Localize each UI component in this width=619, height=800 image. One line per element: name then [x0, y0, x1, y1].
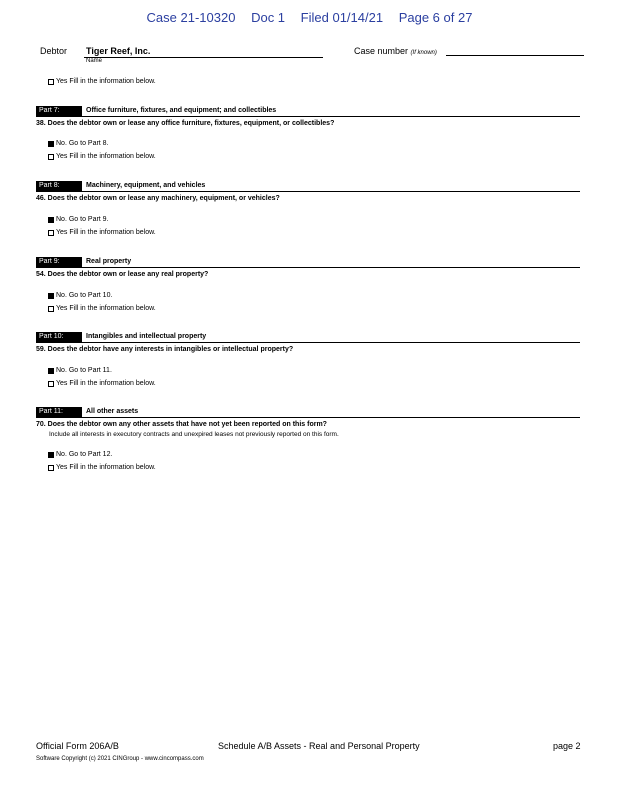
part-9-no-option[interactable]: No. Go to Part 10. — [48, 292, 112, 299]
part-11-header — [0, 407, 619, 419]
part-7-label: Part 7: — [36, 106, 82, 116]
question-70-note: Include all interests in executory contracts and unexpired leases not previously reported on this form. — [49, 431, 339, 438]
part-8-title: Machinery, equipment, and vehicles — [86, 182, 206, 189]
part-11-label: Part 11: — [36, 407, 82, 417]
part-8-label: Part 8: — [36, 181, 82, 191]
page-of: Page 6 of 27 — [398, 10, 473, 25]
part-7-header — [0, 106, 619, 118]
part-10-title: Intangibles and intellectual property — [86, 333, 207, 340]
question-46: 46. Does the debtor own or lease any machinery, equipment, or vehicles? — [36, 195, 280, 202]
part-7-no-option[interactable]: No. Go to Part 8. — [48, 140, 109, 147]
question-38: 38. Does the debtor own or lease any office furniture, fixtures, equipment, or collectibles? — [36, 120, 335, 127]
part-11-yes-option[interactable]: Yes Fill in the information below. — [48, 464, 156, 471]
case-number-field — [354, 46, 437, 56]
checkbox-checked-icon[interactable] — [48, 141, 54, 147]
debtor-label: Debtor — [40, 46, 68, 56]
case-number-line — [446, 55, 584, 56]
part-10-yes-option[interactable]: Yes Fill in the information below. — [48, 380, 156, 387]
part-8-yes-option[interactable]: Yes Fill in the information below. — [48, 229, 156, 236]
debtor-name-line — [84, 57, 323, 58]
checkbox-icon[interactable] — [48, 79, 54, 85]
part-9-label: Part 9: — [36, 257, 82, 267]
part-8-no-option[interactable]: No. Go to Part 9. — [48, 216, 109, 223]
part-7-yes-option[interactable]: Yes Fill in the information below. — [48, 153, 156, 160]
checkbox-checked-icon[interactable] — [48, 293, 54, 299]
part-9-header — [0, 257, 619, 269]
doc-number: Doc 1 — [251, 10, 286, 25]
part-10-label: Part 10: — [36, 332, 82, 342]
case-number: Case 21-10320 — [146, 10, 236, 25]
footer-form-name: Official Form 206A/B — [36, 741, 119, 751]
question-59: 59. Does the debtor have any interests in intangibles or intellectual property? — [36, 346, 294, 353]
case-header — [0, 10, 619, 25]
checkbox-icon[interactable] — [48, 230, 54, 236]
part-9-yes-option[interactable]: Yes Fill in the information below. — [48, 305, 156, 312]
footer-copyright: Software Copyright (c) 2021 CINGroup - www.cincompass.com — [36, 756, 204, 762]
question-70: 70. Does the debtor own any other assets that have not yet been reported on this form? — [36, 421, 327, 428]
filed-date: Filed 01/14/21 — [300, 10, 384, 25]
part-9-title: Real property — [86, 258, 132, 265]
debtor-name-caption: Name — [86, 58, 103, 64]
question-54: 54. Does the debtor own or lease any real property? — [36, 271, 209, 278]
checkbox-checked-icon[interactable] — [48, 368, 54, 374]
checkbox-icon[interactable] — [48, 381, 54, 387]
checkbox-icon[interactable] — [48, 465, 54, 471]
part-11-no-option[interactable]: No. Go to Part 12. — [48, 451, 112, 458]
part-7-title: Office furniture, fixtures, and equipment; and collectibles — [86, 107, 277, 114]
checkbox-icon[interactable] — [48, 154, 54, 160]
footer-schedule-title: Schedule A/B Assets - Real and Personal Property — [218, 741, 420, 751]
part-10-header — [0, 332, 619, 344]
part-8-header — [0, 181, 619, 193]
checkbox-icon[interactable] — [48, 306, 54, 312]
debtor-name: Tiger Reef, Inc. — [86, 46, 151, 56]
checkbox-checked-icon[interactable] — [48, 217, 54, 223]
case-number-label: Case number — [354, 46, 409, 56]
if-known-label: (If known) — [410, 50, 437, 56]
part-10-no-option[interactable]: No. Go to Part 11. — [48, 367, 112, 374]
checkbox-checked-icon[interactable] — [48, 452, 54, 458]
footer-page-number: page 2 — [553, 741, 581, 751]
part-11-title: All other assets — [86, 408, 139, 415]
top-yes-option[interactable]: Yes Fill in the information below. — [48, 78, 156, 85]
